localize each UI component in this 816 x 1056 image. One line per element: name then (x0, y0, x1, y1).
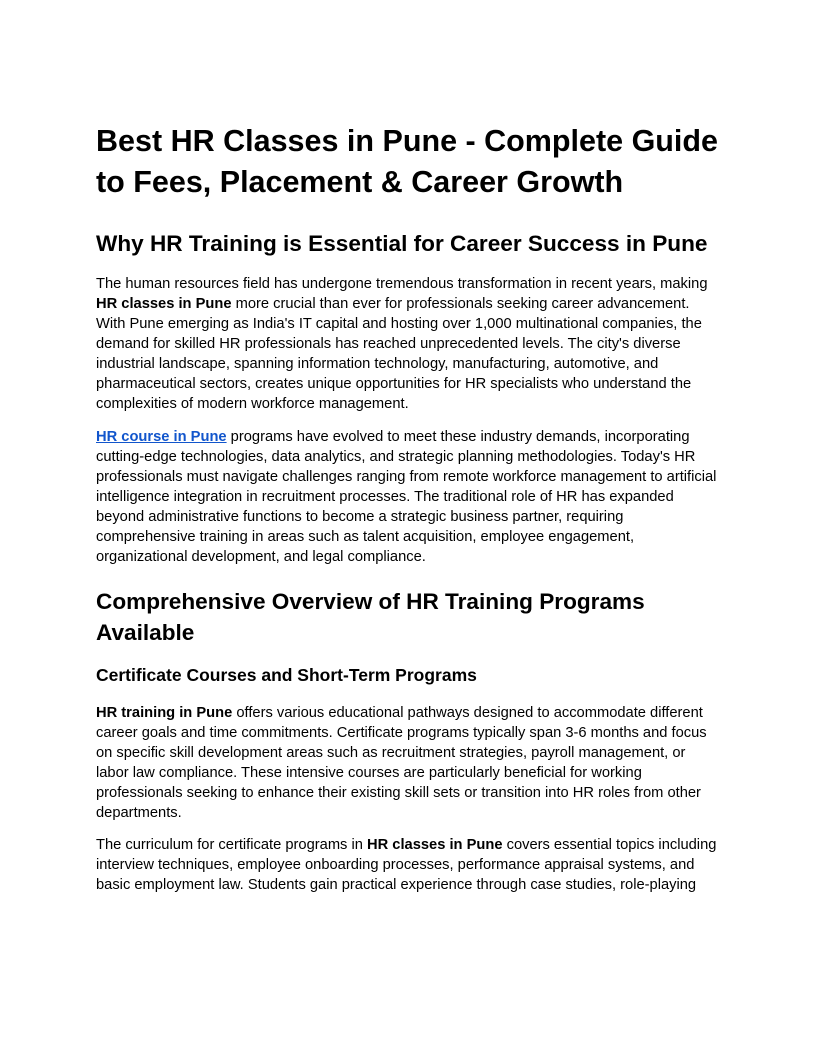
bold-keyword: HR classes in Pune (367, 837, 503, 853)
text-run: more crucial than ever for professionals seeking career advancement. With Pune emerging as India's IT capital and hosting over 1,000 multinational companies, the demand for skilled HR professionals has reached unprecedented levels. The city's diverse industrial landscape, spanning information technology, manufacturing, automotive, and pharmaceutical sectors, creates unique opportunities for HR specialists who understand the complexities of modern workforce management. (96, 296, 702, 412)
text-run: offers various educational pathways designed to accommodate different career goals and time commitments. Certificate programs typically span 3-6 months and focus on specific skill development areas such as recruitment strategies, payroll management, or labor law compliance. These intensive courses are particularly beneficial for working professionals seeking to enhance their existing skill sets or transition into HR roles from other departments. (96, 705, 707, 821)
hr-course-in-pune-link[interactable]: HR course in Pune (96, 429, 227, 445)
subsection-heading-certificate-courses: Certificate Courses and Short-Term Programs (96, 665, 477, 685)
bold-keyword: HR classes in Pune (96, 296, 232, 312)
bold-keyword: HR training in Pune (96, 705, 233, 721)
text-run: programs have evolved to meet these industry demands, incorporating cutting-edge technologies, data analytics, and strategic planning methodologies. Today's HR professionals must navigate challenges ranging from remote workforce management to artificial intelligence integration in recruitment processes. The traditional role of HR has expanded beyond administrative functions to become a strategic business partner, requiring comprehensive training in areas such as talent acquisition, employee engagement, organizational development, and legal compliance. (96, 429, 717, 565)
text-run: The human resources field has undergone tremendous transformation in recent years, making (96, 276, 708, 292)
paragraph-certificate-curriculum (96, 835, 720, 895)
paragraph-hr-training-pathways (96, 703, 720, 823)
paragraph-hr-course-evolution (96, 427, 720, 567)
paragraph-intro (96, 274, 720, 414)
section-heading-comprehensive-overview: Comprehensive Overview of HR Training Programs Available (96, 589, 645, 645)
text-run: The curriculum for certificate programs in (96, 837, 367, 853)
document-title: Best HR Classes in Pune - Complete Guide to Fees, Placement & Career Growth (96, 124, 719, 199)
text-run: covers essential topics including interview techniques, employee onboarding processes, performance appraisal systems, and basic employment law. Students gain practical experience through case studies, role-playing (96, 837, 717, 893)
section-heading-why-hr-training: Why HR Training is Essential for Career Success in Pune (96, 231, 708, 256)
